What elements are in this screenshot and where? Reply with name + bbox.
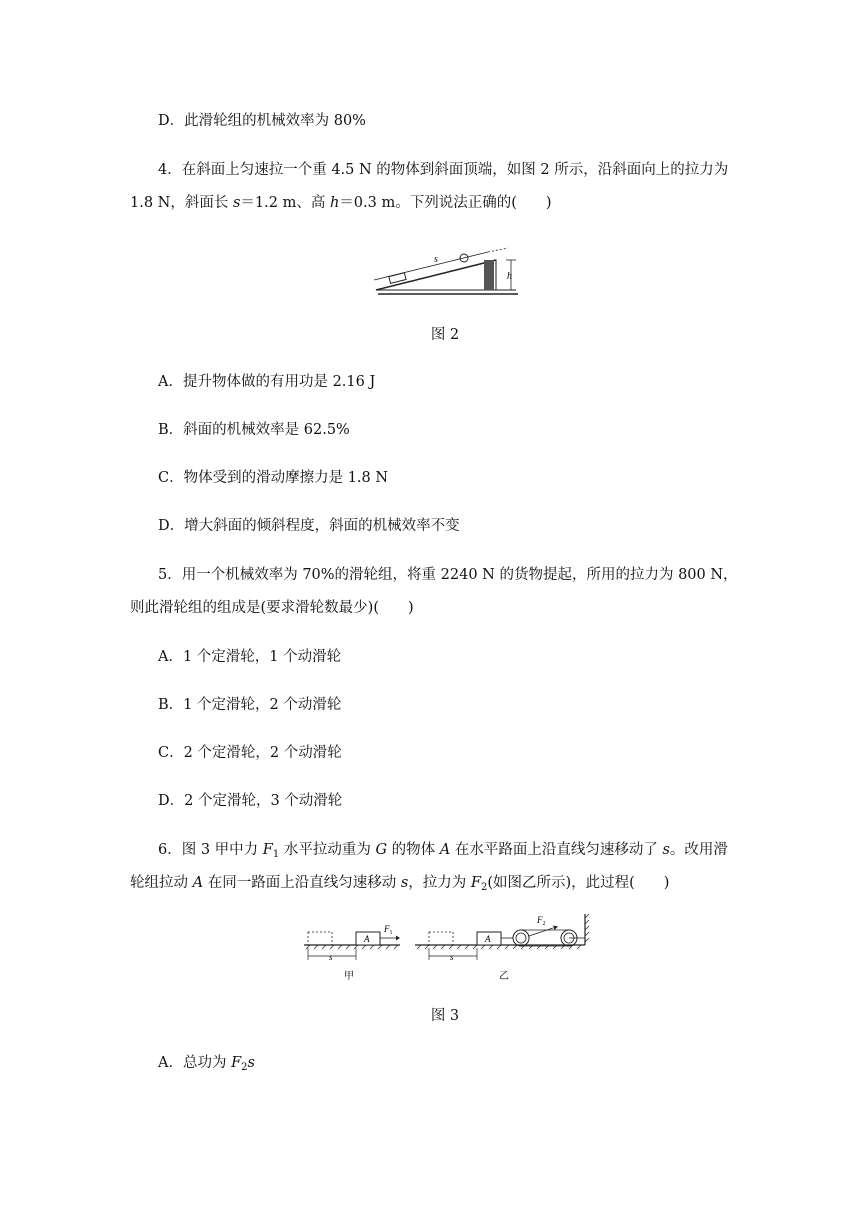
figure-3-caption: 图 3 bbox=[430, 1008, 460, 1024]
q5-stem-line2: 则此滑轮组的组成是(要求滑轮数最少)( ) bbox=[130, 600, 414, 616]
figure-2-incline bbox=[368, 238, 523, 300]
figure-2-caption: 图 2 bbox=[430, 327, 460, 343]
q6-stem-line2: 轮组拉动 A 在同一路面上沿直线匀速移动 s，拉力为 $F_2$(如图乙所示)，此过程( ) bbox=[130, 875, 670, 893]
fig3-yi-label: 乙 bbox=[499, 971, 509, 982]
fig3-jia-force-label: $F_1$ bbox=[384, 924, 393, 936]
q5-option-a: A．1 个定滑轮，1 个动滑轮 bbox=[158, 649, 342, 665]
q4-option-b: B．斜面的机械效率是 62.5% bbox=[158, 422, 350, 438]
fig3-jia-label: 甲 bbox=[344, 971, 354, 982]
fig3-yi-block-label: A bbox=[485, 934, 491, 944]
fig3-jia-block-label: A bbox=[364, 934, 370, 944]
q6-option-a: A．总功为 $F_2s$ bbox=[158, 1055, 255, 1073]
figure-3-yi bbox=[413, 910, 593, 985]
q4-stem-line2: 1.8 N，斜面长 s＝1.2 m、高 h＝0.3 m。下列说法正确的( ) bbox=[130, 195, 552, 211]
q5-option-b: B．1 个定滑轮，2 个动滑轮 bbox=[158, 697, 342, 713]
q5-option-d: D．2 个定滑轮，3 个动滑轮 bbox=[158, 793, 343, 809]
q4-option-d: D．增大斜面的倾斜程度，斜面的机械效率不变 bbox=[158, 518, 460, 534]
fig2-s-label: s bbox=[434, 254, 438, 265]
q4-option-c: C．物体受到的滑动摩擦力是 1.8 N bbox=[158, 470, 389, 486]
q3-option-d: D．此滑轮组的机械效率为 80% bbox=[158, 113, 366, 129]
q5-option-c: C．2 个定滑轮，2 个动滑轮 bbox=[158, 745, 342, 761]
q6-stem-line1: 6．图 3 甲中力 $F_1$ 水平拉动重为 G 的物体 A 在水平路面上沿直线匀速移动了 s。改用滑 bbox=[158, 842, 728, 860]
figure-3-jia bbox=[300, 915, 402, 985]
fig3-yi-force-label: $F_2$ bbox=[537, 915, 546, 927]
q4-option-a: A．提升物体做的有用功是 2.16 J bbox=[158, 374, 376, 390]
fig3-yi-s-label: s bbox=[450, 952, 454, 962]
q4-stem-line1: 4．在斜面上匀速拉一个重 4.5 N 的物体到斜面顶端，如图 2 所示，沿斜面向上的拉力为 bbox=[158, 162, 729, 178]
q5-stem-line1: 5．用一个机械效率为 70%的滑轮组，将重 2240 N 的货物提起，所用的拉力为 800 N， bbox=[158, 567, 738, 583]
fig2-h-label: h bbox=[507, 271, 512, 282]
fig3-jia-s-label: s bbox=[329, 952, 333, 962]
